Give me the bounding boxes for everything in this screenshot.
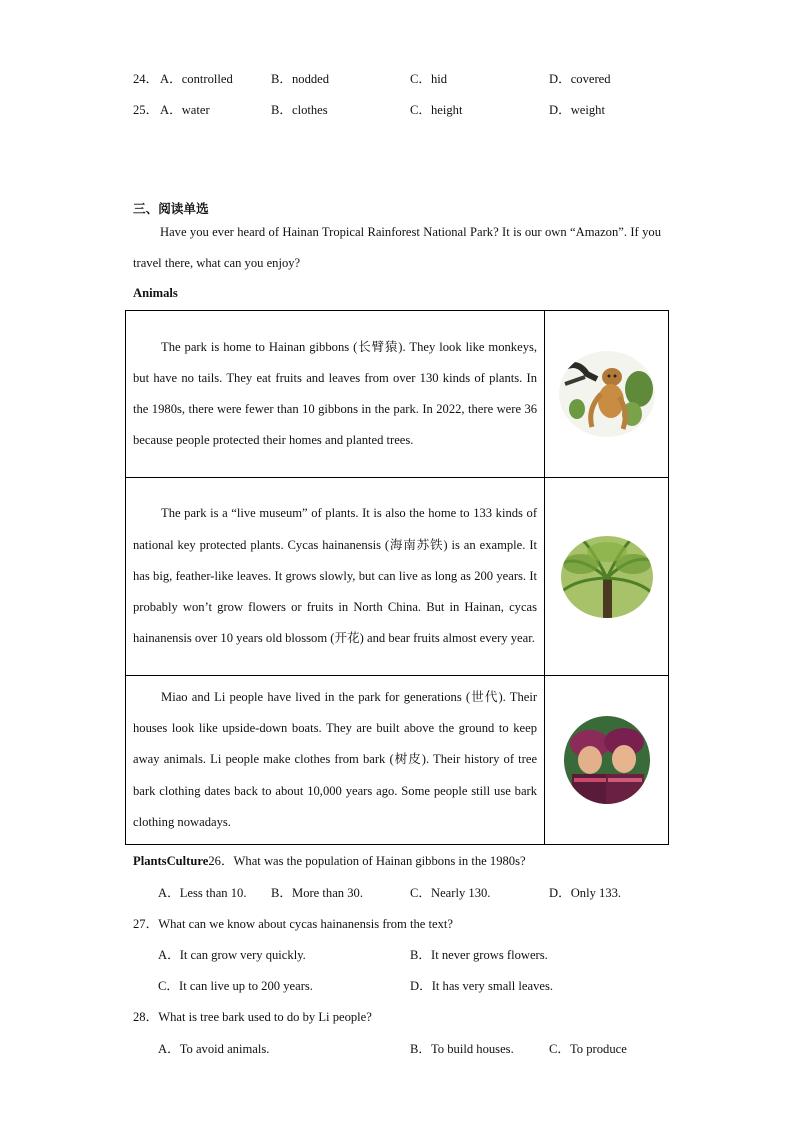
plants-culture-heading: PlantsCulture	[133, 854, 209, 868]
info-table	[125, 310, 669, 845]
q25-option-d: D．weight	[549, 103, 605, 117]
q26-line	[133, 850, 526, 869]
q27-option-b: B．It never grows flowers.	[410, 948, 548, 962]
animals-heading: Animals	[133, 286, 178, 300]
q26-stem: 26．What was the population of Hainan gibbons in the 1980s?	[208, 854, 526, 868]
q26-option-c: C．Nearly 130.	[410, 886, 491, 900]
q27-option-a: A．It can grow very quickly.	[158, 948, 306, 962]
gibbon-paragraph: The park is home to Hainan gibbons (长臂猿). They look like monkeys, but have no tails. They eat fruits and leaves from over 130 kinds of plants. In the 1980s, there were fewer than 10 gibbons in the park. In 2022, there were 36 because people protected their homes and planted trees.	[133, 339, 538, 448]
q24-number: 24．	[133, 72, 159, 86]
table-row	[126, 311, 669, 478]
gibbon-photo	[545, 349, 668, 439]
q28-option-a: A．To avoid animals.	[158, 1042, 270, 1056]
table-cell-image	[545, 676, 669, 845]
intro-paragraph	[133, 217, 661, 279]
table-row	[126, 478, 669, 676]
q25-option-b: B．clothes	[271, 103, 328, 117]
q26-option-b: B．More than 30.	[271, 886, 363, 900]
q25-option-c: C．height	[410, 103, 463, 117]
q26-option-d: D．Only 133.	[549, 886, 622, 900]
culture-paragraph: Miao and Li people have lived in the park for generations (世代). Their houses look like upside-down boats. They are built above the ground to keep away animals. Li people make clothes from bark (树皮). Their history of tree bark clothing dates back to about 10,000 years ago. Some people still use bark clothing nowadays.	[133, 690, 538, 829]
table-cell-image	[545, 311, 669, 478]
q26-option-a: A．Less than 10.	[158, 886, 247, 900]
q25-number: 25．	[133, 103, 159, 117]
section-title: 三、阅读单选	[133, 202, 209, 216]
q24-option-a: A．controlled	[160, 72, 233, 86]
table-cell-image	[545, 478, 669, 676]
q24-option-d: D．covered	[549, 72, 611, 86]
q24-option-b: B．nodded	[271, 72, 330, 86]
q28-stem: 28．What is tree bark used to do by Li people?	[133, 1010, 372, 1024]
cycas-photo	[545, 534, 668, 620]
q25-option-a: A．water	[160, 103, 210, 117]
q24-option-c: C．hid	[410, 72, 448, 86]
table-row	[126, 676, 669, 845]
table-cell-text	[126, 311, 545, 478]
table-cell-text	[126, 676, 545, 845]
li-people-photo	[545, 714, 668, 806]
q28-option-c: C．To produce	[549, 1042, 627, 1056]
q28-option-b: B．To build houses.	[410, 1042, 514, 1056]
q27-stem: 27．What can we know about cycas hainanensis from the text?	[133, 917, 453, 931]
q27-option-c: C．It can live up to 200 years.	[158, 979, 313, 993]
table-cell-text	[126, 478, 545, 676]
intro-text: Have you ever heard of Hainan Tropical Rainforest National Park? It is our own “Amazon”. If you travel there, what can you enjoy?	[133, 225, 661, 270]
q27-option-d: D．It has very small leaves.	[410, 979, 554, 993]
cycas-paragraph: The park is a “live museum” of plants. It is also the home to 133 kinds of national key protected plants. Cycas hainanensis (海南苏铁) is an example. It has big, feather-like leaves. It grows slowly, but can live as long as 200 years. It probably won’t grow flowers or fruits in North China. But in Hainan, cycas hainanensis over 10 years old blossom (开花) and bear fruits almost every year.	[133, 506, 538, 646]
